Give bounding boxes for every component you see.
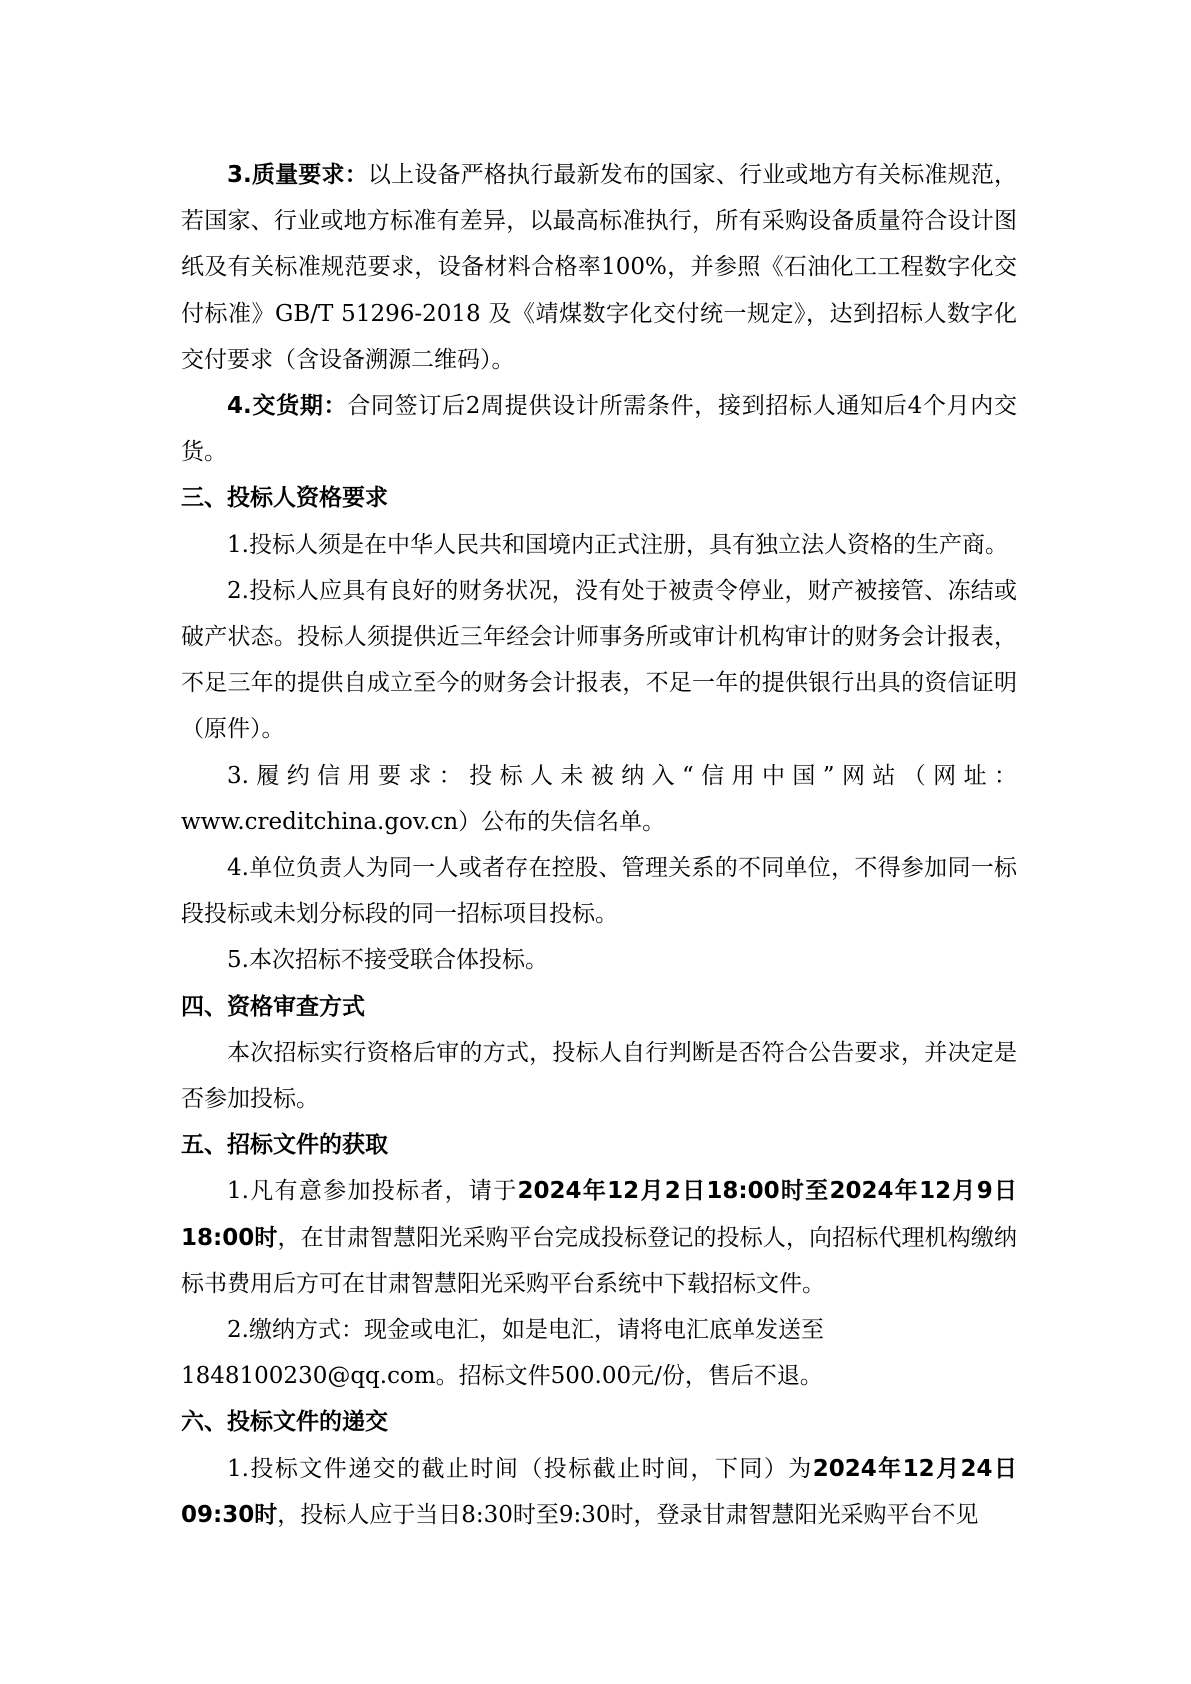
quality-requirement-text: 以上设备严格执行最新发布的国家、行业或地方有关标准规范，若国家、行业或地方标准有差异，以最高标准执行，所有采购设备质量符合设计图纸及有关标准规范要求，设备材料合格率100%，并参照《石油化工工程数字化交付标准》GB/T 51296-2018 及《靖煤数字化交付统一规定》，达到招标人数字化交付要求（含设备溯源二维码）。 xyxy=(181,162,1018,373)
acquisition-item-1 xyxy=(181,1168,1017,1307)
delivery-period-label: 4.交货期： xyxy=(227,393,348,420)
qualification-review-text: 本次招标实行资格后审的方式，投标人自行判断是否符合公告要求，并决定是否参加投标。 xyxy=(181,1039,1017,1113)
payment-method-line-2: 1848100230@qq.com。招标文件500.00元/份，售后不退。 xyxy=(181,1363,823,1390)
qualification-item-4: 4.单位负责人为同一人或者存在控股、管理关系的不同单位，不得参加同一标段投标或未划分标段的同一招标项目投标。 xyxy=(181,855,1017,928)
acquisition-period: 2024年12月2日18:00时至2024年12月9日18:00时 xyxy=(181,1178,1017,1251)
submission-deadline: 2024年12月24日09:30时 xyxy=(181,1455,1017,1528)
section-heading-bidder-qualification: 三、投标人资格要求 xyxy=(181,485,388,512)
qualification-item-3-line-1: 3.履约信用要求：投标人未被纳入“信用中国”网站（网址： xyxy=(227,762,1017,789)
section-heading-bid-submission: 六、投标文件的递交 xyxy=(181,1409,388,1436)
qualification-item-1: 1.投标人须是在中华人民共和国境内正式注册，具有独立法人资格的生产商。 xyxy=(227,531,1008,558)
payment-method-line-1: 2.缴纳方式：现金或电汇，如是电汇，请将电汇底单发送至 xyxy=(227,1317,824,1344)
qualification-item-2: 2.投标人应具有良好的财务状况，没有处于被责令停业，财产被接管、冻结或破产状态。投标人须提供近三年经会计师事务所或审计机构审计的财务会计报表，不足三年的提供自成立至今的财务会计报表，不足一年的提供银行出具的资信证明（原件）。 xyxy=(181,577,1017,743)
section-heading-qualification-review: 四、资格审查方式 xyxy=(181,993,365,1020)
quality-requirement-label: 3.质量要求： xyxy=(227,162,368,188)
document-body xyxy=(181,152,1017,1538)
qualification-item-5: 5.本次招标不接受联合体投标。 xyxy=(227,947,548,974)
submission-item-1 xyxy=(181,1446,1017,1538)
delivery-period-paragraph xyxy=(181,383,1017,475)
submission-item-1-intro: 1.投标文件递交的截止时间（投标截止时间，下同）为 xyxy=(227,1455,813,1482)
acquisition-item-1-rest: ，在甘肃智慧阳光采购平台完成投标登记的投标人，向招标代理机构缴纳标书费用后方可在甘肃智慧阳光采购平台系统中下载招标文件。 xyxy=(181,1224,1018,1297)
section-heading-tender-document-acquisition: 五、招标文件的获取 xyxy=(181,1132,388,1159)
quality-requirement-paragraph xyxy=(181,152,1017,383)
acquisition-item-1-intro: 1.凡有意参加投标者，请于 xyxy=(227,1178,518,1205)
delivery-period-text: 合同签订后2周提供设计所需条件，接到招标人通知后4个月内交货。 xyxy=(181,393,1017,466)
qualification-item-3-line-2: www.creditchina.gov.cn）公布的失信名单。 xyxy=(181,808,666,835)
submission-item-1-rest: ，投标人应于当日8:30时至9:30时，登录甘肃智慧阳光采购平台不见 xyxy=(277,1501,979,1528)
